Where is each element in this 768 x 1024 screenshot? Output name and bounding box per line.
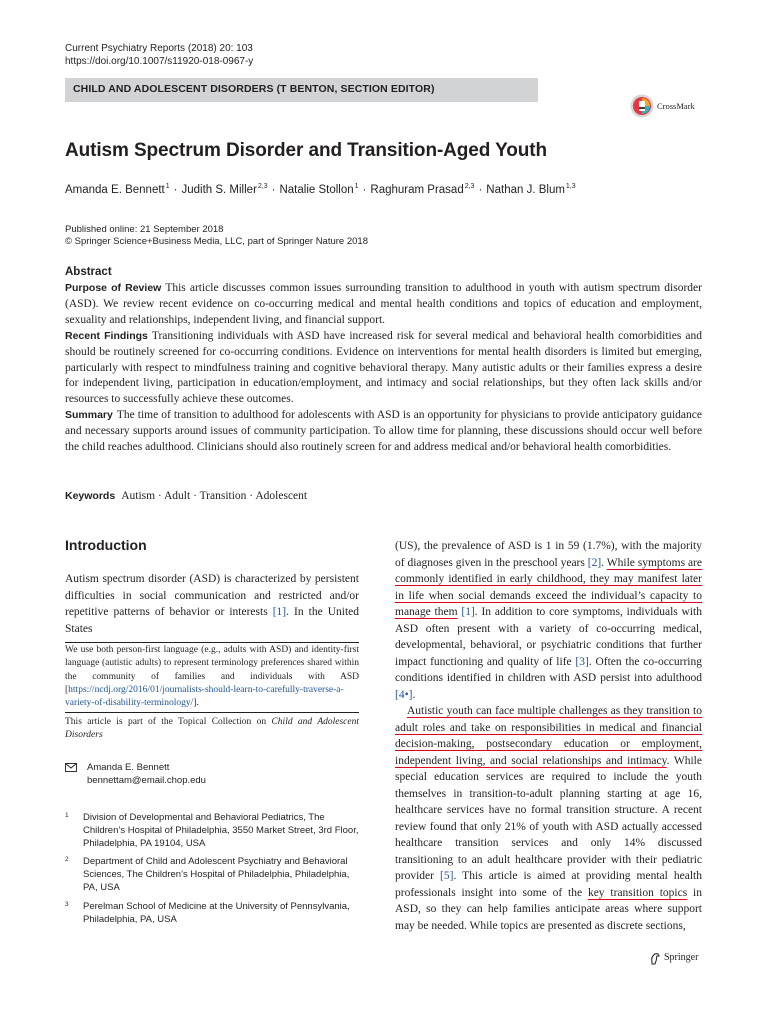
author-name[interactable]: Amanda E. Bennett: [65, 184, 165, 196]
text-run: ].: [193, 698, 199, 709]
text-run: .: [412, 688, 416, 701]
corresponding-author: Amanda E. Bennett: [87, 762, 170, 773]
text-run: . This article is aimed at providing mental health professionals insight into some of the: [395, 870, 702, 899]
citation-link[interactable]: [1]: [461, 606, 475, 618]
body-paragraph: [395, 538, 702, 703]
affiliation-text: Department of Child and Adolescent Psychiatry and Behavioral Sciences, The Children’s Hospital of Philadelphia, Philadelphia, PA, USA: [83, 856, 350, 893]
text-run: (US), the prevalence of ASD is 1 in 59 (1.7%), with the majority of diagnoses given in the preschool years: [395, 540, 702, 569]
text-run: . Often the co-occurring conditions identified in children with ASD persist into adulthood: [395, 655, 703, 684]
abstract-heading: Abstract: [65, 266, 112, 278]
terminology-footnote: [65, 644, 359, 710]
topical-collection-note: [65, 716, 359, 743]
crossmark-icon: [630, 94, 654, 118]
affiliation-number: 3: [65, 901, 69, 908]
footnote-divider: [65, 712, 359, 713]
abstract-findings-text: Transitioning individuals with ASD have increased risk for several medical and behavioral health comorbidities and should be routinely screened for co-occurring conditions. Evidence on interventions for mental health disorders is limited but emerging, particularly with respect to mindfulness training and cognitive behavioral therapy. Many autistic adults or their families express a desire for independent living, participation in education/employment, and intimacy and social relationships, but they often lack skills and/or resources to successfully achieve these outcomes.: [65, 329, 702, 406]
keywords: [65, 490, 307, 502]
author-name[interactable]: Judith S. Miller: [181, 184, 257, 196]
citation-link[interactable]: [4•]: [395, 688, 413, 701]
author-affiliation-ref: 2,3: [257, 183, 268, 190]
text-run: . In the United States: [65, 606, 360, 635]
abstract-summary: [65, 408, 702, 456]
citation-link[interactable]: [2]: [587, 556, 602, 569]
abstract-purpose-label: Purpose of Review: [65, 282, 162, 294]
journal-citation: Current Psychiatry Reports (2018) 20: 103: [65, 43, 253, 54]
affiliation-text: Perelman School of Medicine at the University of Pennsylvania, Philadelphia, PA, USA: [83, 901, 350, 925]
abstract-body: [65, 281, 702, 456]
crossmark-badge[interactable]: [630, 92, 710, 122]
text-run: We use both person-first language (e.g., adults with ASD) and identity-first language (autistic adults) to represent terminology preferences shared within the community of families and individuals with ASD [: [65, 645, 359, 695]
corresponding-email[interactable]: bennettam@email.chop.edu: [87, 775, 206, 786]
abstract-purpose: [65, 281, 702, 329]
envelope-icon: [65, 763, 77, 772]
crossmark-label: CrossMark: [657, 101, 695, 111]
springer-horse-icon: [649, 952, 661, 965]
affiliation-number: 2: [65, 856, 69, 863]
author-affiliation-ref: 1: [354, 183, 359, 190]
citation-link[interactable]: [3]: [575, 655, 589, 668]
author-name[interactable]: Natalie Stollon: [279, 184, 354, 196]
text-run: . In addition to core symptoms, individuals with ASD often present with a variety of co-occurring medical, developmental, behavioral, or psychiatric conditions that further impact functioning and quality of life: [395, 606, 703, 668]
section-banner: [65, 78, 538, 102]
author-affiliation-ref: 2,3: [464, 183, 475, 190]
abstract-purpose-text: This article discusses common issues surrounding transition to adulthood in youth with autism spectrum disorder (ASD). We review recent evidence on co-occurring medical and mental health conditions and topics of education and employment, sexuality and relationships, independent living, and financial support.: [65, 282, 702, 326]
copyright-notice: © Springer Science+Business Media, LLC, part of Springer Nature 2018: [65, 236, 368, 247]
author-affiliation-ref: 1: [165, 183, 170, 190]
abstract-summary-text: The time of transition to adulthood for adolescents with ASD is an opportunity for physicians to provide anticipatory guidance and necessary supports around issues of community participation. To allow time for planning, these discussions should occur well before the child reaches adulthood. Clinicians should also routinely screen for and address medical and/or behavioral health comorbidities.: [65, 409, 702, 454]
author-name[interactable]: Nathan J. Blum: [486, 184, 565, 196]
body-text-column: [395, 538, 702, 934]
text-run: Autism spectrum disorder (ASD) is characterized by persistent difficulties in social communication and restricted and/or repetitive patterns of behavior or interests: [65, 573, 359, 618]
keywords-list: Autism · Adult · Transition · Adolescent: [121, 490, 308, 502]
highlighted-text: While symptoms are commonly identified in early childhood, they may manifest later in life when social demands exceed the individual’s capacity to manage them: [395, 556, 702, 618]
affiliation-text: Division of Developmental and Behavioral Pediatrics, The Children’s Hospital of Philadelphia, 3550 Market Street, 3rd Floor, Philadelphia, PA 19104, USA: [83, 812, 359, 849]
abstract-findings-label: Recent Findings: [65, 329, 148, 342]
section-heading-introduction: Introduction: [65, 537, 147, 553]
terminology-link[interactable]: https://ncdj.org/2016/01/journalists-should-learn-to-carefully-traverse-a-variety-of-disability-terminology/: [65, 684, 344, 709]
collection-name: Child and Adolescent Disorders: [65, 717, 359, 741]
footnote-divider: [65, 642, 359, 643]
publication-date: Published online: 21 September 2018: [65, 224, 224, 235]
citation-link[interactable]: [5]: [440, 870, 454, 882]
text-run: . While special education services are required to include the youth themselves in transition-to-adult planning starting at age 16, healthcare services have no formal transition structure. A recent review found that only 21% of youth with ASD actually accessed healthcare transition services and only 14% discussed transitioning to an adult healthcare provider with their pediatric provider: [395, 754, 702, 882]
keywords-label: Keywords: [65, 490, 116, 502]
article-title: Autism Spectrum Disorder and Transition-Aged Youth: [65, 140, 548, 161]
highlighted-text: key transition topics: [587, 886, 688, 899]
publisher-name: Springer: [664, 952, 699, 963]
author-name[interactable]: Raghuram Prasad: [370, 184, 464, 196]
text-run: .: [601, 556, 607, 569]
body-paragraph: [395, 703, 702, 934]
doi-link[interactable]: https://doi.org/10.1007/s11920-018-0967-y: [65, 56, 254, 67]
author-affiliation-ref: 1,3: [565, 183, 576, 190]
author-list: Amanda E. Bennett$^1$ · Judith S. Miller$^{2,3}$ · Natalie Stollon$^1$ · Raghuram Prasad$^{2,3}$ · Nathan J. Blum$^{1,3}$: [65, 183, 576, 196]
highlighted-text: Autistic youth can face multiple challenges as they transition to adult roles and take on responsibilities in medical and financial decision-making, postsecondary education or employment, independent living, and social relationships and intimacy: [395, 705, 702, 767]
intro-paragraph: [65, 571, 359, 637]
affiliation-number: 1: [65, 812, 69, 819]
section-label: CHILD AND ADOLESCENT DISORDERS (T BENTON, SECTION EDITOR): [73, 83, 435, 95]
citation-link[interactable]: [1]: [272, 606, 287, 618]
abstract-findings: [65, 329, 702, 409]
text-run: This article is part of the Topical Collection on: [65, 717, 272, 727]
text-run: in ASD, so they can help families anticipate areas where support may be needed. While topics are presented as discrete sections,: [395, 886, 702, 932]
abstract-summary-label: Summary: [65, 409, 113, 422]
